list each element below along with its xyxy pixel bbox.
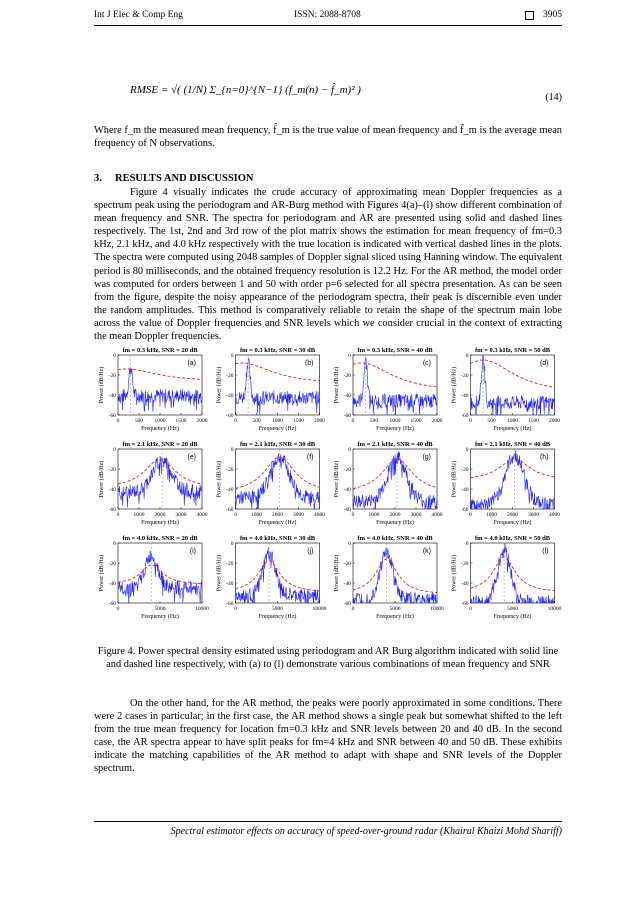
y-tick-label: -60 (108, 413, 116, 419)
paragraph-ar-method: On the other hand, for the AR method, the peaks were poorly approximated in some conditions. There were 2 cases in particular; in the first case, the AR method shows a single peak but somewhat shifted to the left from the true mean frequency for location fm=0.3 kHz and SNR levels between 20 and 40 dB. In the second case, the AR spectra appear to have split peaks for fm=4 kHz and SNR between 40 and 50 dB. These exhibits indicate the matching capabilities of the AR method to adapt with shape and SNR levels of the Doppler spectrum. (94, 698, 562, 775)
y-tick-label: 0 (465, 541, 469, 547)
y-tick-label: -40 (343, 581, 351, 587)
panel-title: fm = 4.0 kHz, SNR = 50 dB (474, 535, 551, 542)
x-tick-label: 1000 (486, 512, 497, 518)
x-tick-label: 5000 (507, 606, 518, 612)
y-tick-label: -20 (461, 373, 469, 379)
x-axis-label: Frequency (Hz) (376, 426, 414, 432)
y-tick-label: -60 (343, 413, 351, 419)
psd-panel-f (216, 441, 326, 526)
panel-label: (l) (542, 548, 549, 555)
x-tick-label: 5000 (272, 606, 283, 612)
x-tick-label: 1000 (389, 418, 401, 424)
y-tick-label: -60 (343, 507, 351, 513)
x-tick-label: 0 (469, 606, 472, 612)
x-tick-label: 1000 (133, 512, 145, 518)
y-tick-label: -60 (461, 413, 469, 419)
psd-panel-i (98, 535, 209, 620)
y-tick-label: -20 (343, 561, 351, 567)
figure-4 (94, 345, 564, 627)
panel-label: (j) (307, 548, 314, 555)
y-axis-label: Power (dB/Hz) (99, 554, 105, 592)
panel-title: fm = 4.0 kHz, SNR = 30 dB (239, 535, 316, 542)
equation: RMSE = √( (1/N) Σ_{n=0}^{N−1} (f_m(n) − f̂_m)² ) (130, 84, 361, 96)
y-tick-label: -40 (461, 487, 469, 493)
x-axis-label: Frequency (Hz) (258, 520, 297, 526)
y-axis-label: Power (dB/Hz) (99, 366, 105, 404)
journal-name: Int J Elec & Comp Eng (94, 10, 183, 20)
panel-label: (g) (422, 454, 431, 461)
x-tick-label: 0 (116, 512, 120, 518)
y-axis-label: Power (dB/Hz) (99, 460, 105, 498)
x-tick-label: 1000 (251, 512, 262, 518)
x-axis-label: Frequency (Hz) (376, 614, 414, 620)
where-paragraph: Where f_m the measured mean frequency, f̂_m is the true value of mean frequency and f̄_m is the average mean frequency of N observations. (94, 125, 562, 150)
x-tick-label: 3000 (293, 512, 304, 518)
panel-label: (i) (189, 548, 196, 555)
panel-title: fm = 2.1 kHz, SNR = 40 dB (357, 441, 433, 448)
y-tick-label: 0 (230, 353, 234, 359)
x-axis-label: Frequency (Hz) (493, 520, 532, 526)
y-tick-label: -20 (108, 373, 116, 379)
x-tick-label: 1000 (272, 418, 283, 424)
x-tick-label: 1000 (154, 418, 166, 424)
panel-title: fm = 2.1 kHz, SNR = 40 dB (474, 441, 551, 448)
x-tick-label: 1500 (175, 418, 187, 424)
psd-panel-k (333, 535, 444, 620)
x-tick-label: 4000 (431, 512, 443, 518)
y-tick-label: -40 (343, 487, 351, 493)
psd-panel-b (216, 347, 326, 432)
psd-panel-j (216, 535, 327, 620)
x-tick-label: 0 (116, 418, 120, 424)
y-axis-label: Power (dB/Hz) (451, 554, 458, 592)
x-tick-label: 0 (234, 418, 237, 424)
y-tick-label: -60 (226, 601, 234, 607)
y-tick-label: 0 (465, 447, 469, 453)
x-tick-label: 1500 (410, 418, 422, 424)
psd-panel-h (451, 441, 561, 526)
x-tick-label: 4000 (549, 512, 560, 518)
y-tick-label: 0 (113, 447, 116, 453)
page-header (94, 10, 562, 24)
y-tick-label: 0 (348, 541, 351, 547)
x-tick-label: 2000 (549, 418, 560, 424)
y-tick-label: -60 (108, 601, 116, 607)
page-footer: Spectral estimator effects on accuracy of speed-over-ground radar (Khairul Khaizi Mohd Shariff) (170, 826, 562, 837)
panel-title: fm = 2.1 kHz, SNR = 20 dB (122, 441, 198, 448)
x-tick-label: 10000 (430, 606, 444, 612)
y-tick-label: -20 (461, 561, 469, 567)
equation-number: (14) (545, 92, 562, 103)
psd-panel-d (451, 347, 561, 432)
x-axis-label: Frequency (Hz) (258, 426, 297, 432)
y-tick-label: 0 (465, 353, 469, 359)
x-tick-label: 2000 (196, 418, 208, 424)
y-tick-label: -40 (461, 581, 469, 587)
y-tick-label: -20 (343, 373, 351, 379)
panel-label: (h) (539, 454, 549, 461)
x-tick-label: 2000 (314, 418, 325, 424)
x-tick-label: 5000 (389, 606, 401, 612)
y-tick-label: -60 (226, 507, 234, 513)
panel-title: fm = 4.0 kHz, SNR = 20 dB (122, 535, 198, 542)
y-axis-label: Power (dB/Hz) (334, 460, 340, 498)
x-axis-label: Frequency (Hz) (493, 426, 532, 432)
panel-title: fm = 0.3 kHz, SNR = 40 dB (357, 347, 433, 354)
y-tick-label: -20 (226, 373, 234, 379)
psd-panel-a (98, 347, 208, 432)
x-tick-label: 0 (116, 606, 120, 612)
y-tick-label: -60 (108, 507, 116, 513)
x-tick-label: 4000 (196, 512, 208, 518)
x-tick-label: 10000 (547, 606, 562, 612)
y-tick-label: -40 (461, 393, 469, 399)
y-tick-label: 0 (113, 541, 116, 547)
panel-label: (a) (187, 360, 196, 367)
y-tick-label: -40 (226, 487, 234, 493)
footer-rule (94, 821, 562, 822)
panel-label: (f) (306, 454, 314, 461)
x-tick-label: 1000 (507, 418, 518, 424)
y-tick-label: -40 (108, 581, 116, 587)
y-tick-label: -40 (343, 393, 351, 399)
x-axis-label: Frequency (Hz) (141, 426, 179, 432)
y-tick-label: -40 (108, 487, 116, 493)
figure-caption: Figure 4. Power spectral density estimated using periodogram and AR Burg algorithm indicated with solid line and dashed line respectively, with (a) to (l) demonstrate various combinations of mean frequency and SNR (97, 646, 559, 670)
x-tick-label: 0 (234, 606, 237, 612)
y-tick-label: -40 (226, 393, 234, 399)
y-axis-label: Power (dB/Hz) (451, 366, 458, 404)
y-tick-label: -20 (108, 561, 116, 567)
x-axis-label: Frequency (Hz) (141, 520, 179, 526)
x-tick-label: 500 (369, 418, 379, 424)
y-tick-label: 0 (230, 541, 234, 547)
x-axis-label: Frequency (Hz) (376, 520, 414, 526)
x-tick-label: 2000 (272, 512, 283, 518)
y-tick-label: -20 (461, 467, 469, 473)
paragraph-results: Figure 4 visually indicates the crude accuracy of approximating mean Doppler frequencies as a spectrum peak using the periodogram and AR-Burg method with Figures 4(a)–(l) show different combination of mean frequency and SNR. The spectra for periodogram and AR are presented using solid and dashed lines respectively. The 1st, 2nd and 3rd row of the plot matrix shows the estimation for mean frequency of fm=0.3 kHz, 2.1 kHz, and 4.0 kHz respectively with the true location is indicated with vertical dashed lines in the plots. The spectra were computed using 2048 samples of Doppler signal sliced using Hanning window. The equivalent period is 80 milliseconds, and the obtained frequency resolution is 12.2 Hz. For the AR method, the model order was computed for orders between 1 and 50 with order p=6 selected for all spectra presentation. As can be seen from the figure, despite the noisy appearance of the periodogram spectra, their peak is discernible even under the random amplitudes. This method is comparatively reliable to retain the shape of the spectrum main lobe across the value of Doppler frequencies and SNR levels which we consider crucial in the context of extracting the mean Doppler frequencies. (94, 187, 562, 343)
y-tick-label: 0 (230, 447, 234, 453)
panel-title: fm = 0.3 kHz, SNR = 50 dB (474, 347, 551, 354)
x-tick-label: 2000 (431, 418, 443, 424)
y-tick-label: 0 (348, 447, 351, 453)
panel-title: fm = 0.3 kHz, SNR = 20 dB (122, 347, 198, 354)
x-tick-label: 500 (487, 418, 496, 424)
x-tick-label: 0 (351, 418, 355, 424)
x-tick-label: 0 (469, 418, 472, 424)
y-tick-label: -20 (108, 467, 116, 473)
y-tick-label: -40 (226, 581, 234, 587)
x-tick-label: 0 (351, 606, 355, 612)
y-tick-label: -20 (226, 467, 234, 473)
section-title: 3. RESULTS AND DISCUSSION (94, 173, 254, 184)
y-axis-label: Power (dB/Hz) (334, 366, 340, 404)
x-tick-label: 3000 (175, 512, 187, 518)
x-tick-label: 2000 (507, 512, 518, 518)
psd-panel-g (333, 441, 443, 526)
panel-title: fm = 0.3 kHz, SNR = 30 dB (239, 347, 316, 354)
x-axis-label: Frequency (Hz) (141, 614, 179, 620)
x-tick-label: 2000 (154, 512, 166, 518)
y-tick-label: 0 (113, 353, 116, 359)
x-tick-label: 0 (469, 512, 472, 518)
box-icon (525, 11, 534, 20)
x-tick-label: 500 (252, 418, 261, 424)
y-tick-label: -20 (226, 561, 234, 567)
x-tick-label: 5000 (154, 606, 166, 612)
x-tick-label: 3000 (528, 512, 539, 518)
y-tick-label: -60 (343, 601, 351, 607)
panel-label: (d) (539, 360, 549, 367)
panel-label: (k) (422, 548, 431, 555)
y-axis-label: Power (dB/Hz) (216, 554, 223, 592)
page-number: 3905 (543, 10, 562, 20)
issn: ISSN: 2088-8708 (294, 10, 361, 20)
x-tick-label: 2000 (389, 512, 401, 518)
y-axis-label: Power (dB/Hz) (216, 460, 223, 498)
x-tick-label: 10000 (195, 606, 209, 612)
x-tick-label: 3000 (410, 512, 422, 518)
x-tick-label: 1500 (293, 418, 304, 424)
x-axis-label: Frequency (Hz) (258, 614, 297, 620)
y-tick-label: -60 (226, 413, 234, 419)
y-tick-label: -60 (461, 601, 469, 607)
y-axis-label: Power (dB/Hz) (451, 460, 458, 498)
y-tick-label: 0 (348, 353, 351, 359)
header-rule (94, 25, 562, 26)
y-axis-label: Power (dB/Hz) (334, 554, 340, 592)
panel-title: fm = 2.1 kHz, SNR = 30 dB (239, 441, 316, 448)
x-tick-label: 500 (134, 418, 144, 424)
panel-title: fm = 4.0 kHz, SNR = 40 dB (357, 535, 433, 542)
y-tick-label: -20 (343, 467, 351, 473)
x-tick-label: 10000 (312, 606, 327, 612)
panel-label: (c) (422, 360, 431, 367)
panel-label: (e) (187, 454, 196, 461)
x-tick-label: 1500 (528, 418, 539, 424)
x-tick-label: 4000 (314, 512, 325, 518)
x-tick-label: 0 (351, 512, 355, 518)
x-tick-label: 0 (234, 512, 237, 518)
x-axis-label: Frequency (Hz) (493, 614, 532, 620)
x-tick-label: 1000 (368, 512, 380, 518)
y-tick-label: -40 (108, 393, 116, 399)
y-axis-label: Power (dB/Hz) (216, 366, 223, 404)
panel-label: (b) (304, 360, 314, 367)
psd-panel-e (98, 441, 208, 526)
y-tick-label: -60 (461, 507, 469, 513)
psd-panel-l (451, 535, 562, 620)
psd-panel-c (333, 347, 443, 432)
